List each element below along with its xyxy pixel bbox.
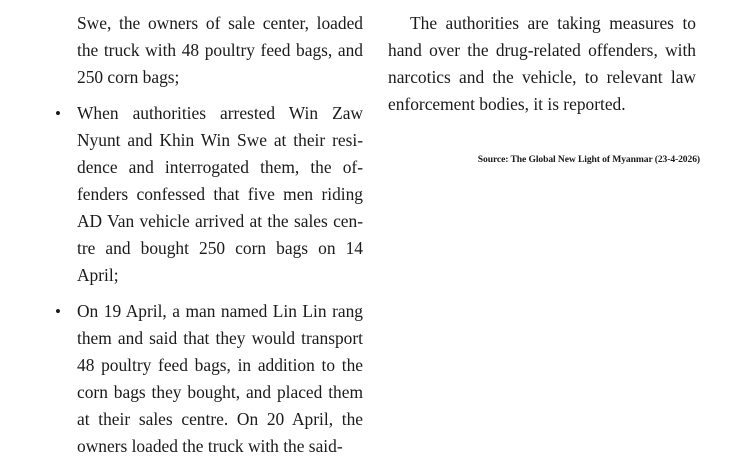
source-citation: Source: The Global New Light of Myanmar (23-4-2026) — [477, 154, 700, 165]
continued-paragraph: Swe, the owners of sale center, loaded the truck with 48 poultry feed bags, and 250 corn bags; — [77, 13, 363, 87]
bullet-marker: • — [55, 302, 61, 321]
bullet-item-arrest — [55, 100, 363, 289]
bullet-item-phone-call — [55, 298, 363, 460]
left-column — [55, 10, 363, 469]
right-column — [388, 10, 700, 166]
closing-paragraph: The authorities are taking measures to hand over the drug-related offenders, with narcotics and the vehicle, to relevant law enforcement bodies, it is reported. — [388, 13, 696, 114]
bullet-text: On 19 April, a man named Lin Lin rang them and said that they would transport 48 poultry feed bags, in addition to the corn bags they bought, and placed them at their sales centre. On 20 April, the owners loaded the truck with the said- — [77, 301, 363, 456]
bullet-marker: • — [55, 104, 61, 123]
bullet-text: When authorities arrested Win Zaw Nyunt and Khin Win Swe at their residence and interrogated them, the offenders confessed that five men riding AD Van vehicle arrived at the sales centre and bought 250 corn bags on 14 April; — [77, 103, 363, 285]
